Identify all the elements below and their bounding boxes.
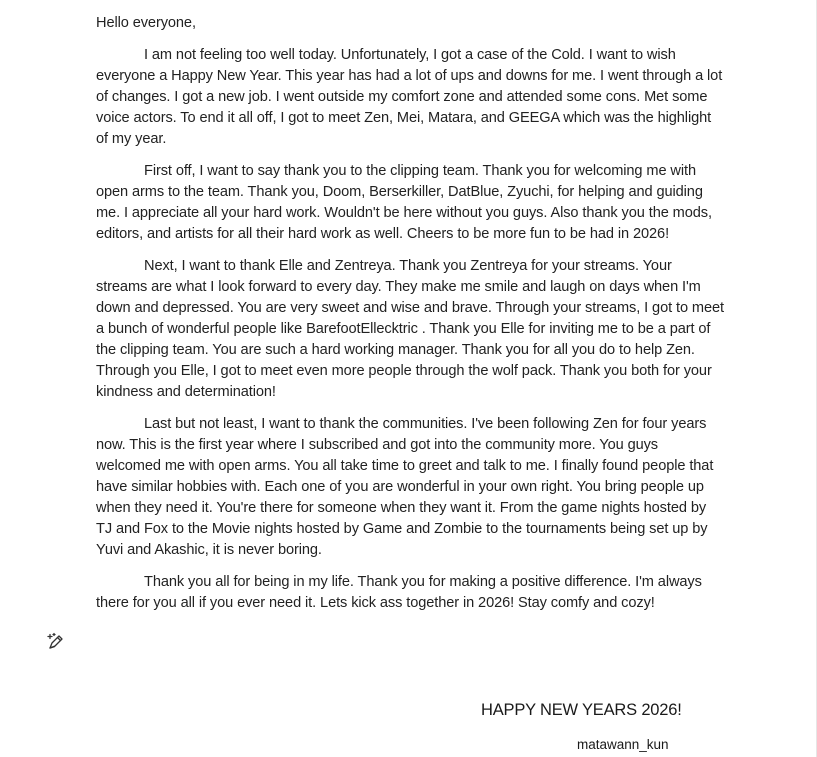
paragraph-conclusion: Thank you all for being in my life. Thank you for making a positive difference. I'm always there for you all if you ever need it. Lets kick ass together in 2026! Stay comfy and cozy! xyxy=(96,574,702,611)
letter-greeting: Hello everyone, xyxy=(96,15,196,31)
paragraph-clipping-team: First off, I want to say thank you to the clipping team. Thank you for welcoming me with open arms to the team. Thank you, Doom, Berserkiller, DatBlue, Zyuchi, for helping and guiding me. I appreciate all your hard work. Wouldn't be here without you guys. Also thank you the mods, editors, and artists for all their hard work as well. Cheers to be more fun to be had in 2026! xyxy=(96,163,712,242)
signature: matawann_kun xyxy=(577,737,669,752)
paragraph-communities: Last but not least, I want to thank the communities. I've been following Zen for four years now. This is the first year where I subscribed and got into the community more. You guys welcomed me with open arms. You all take time to greet and talk to me. I finally found people that have similar hobbies with. Each one of you are wonderful in your own right. You bring people up when they need it. You're there for someone when they want it. From the game nights hosted by TJ and Fox to the Movie nights hosted by Game and Zombie to the tournaments being set up by Yuvi and Akashic, it is never boring. xyxy=(96,416,714,558)
paragraph-elle-zentreya: Next, I want to thank Elle and Zentreya. Thank you Zentreya for your streams. Your streams are what I look forward to every day. They make me smile and laugh on days when I'm down and depressed. You are very sweet and wise and brave. Through your streams, I got to meet a bunch of wonderful people like BarefootEllecktric . Thank you Elle for inviting me to be a part of the clipping team. You are such a hard working manager. Thank you for all you do to help Zen. Through you Elle, I got to meet even more people through the wolf pack. Thank you both for your kindness and determination! xyxy=(96,258,724,400)
closing-line: HAPPY NEW YEARS 2026! xyxy=(481,701,682,719)
letter-body xyxy=(96,13,724,625)
pen-sparkle-icon[interactable] xyxy=(46,632,66,652)
paragraph-intro: I am not feeling too well today. Unfortunately, I got a case of the Cold. I want to wish everyone a Happy New Year. This year has had a lot of ups and downs for me. I went through a lot of changes. I got a new job. I went outside my comfort zone and attended some cons. Met some voice actors. To end it all off, I got to meet Zen, Mei, Matara, and GEEGA which was the highlight of my year. xyxy=(96,47,723,147)
